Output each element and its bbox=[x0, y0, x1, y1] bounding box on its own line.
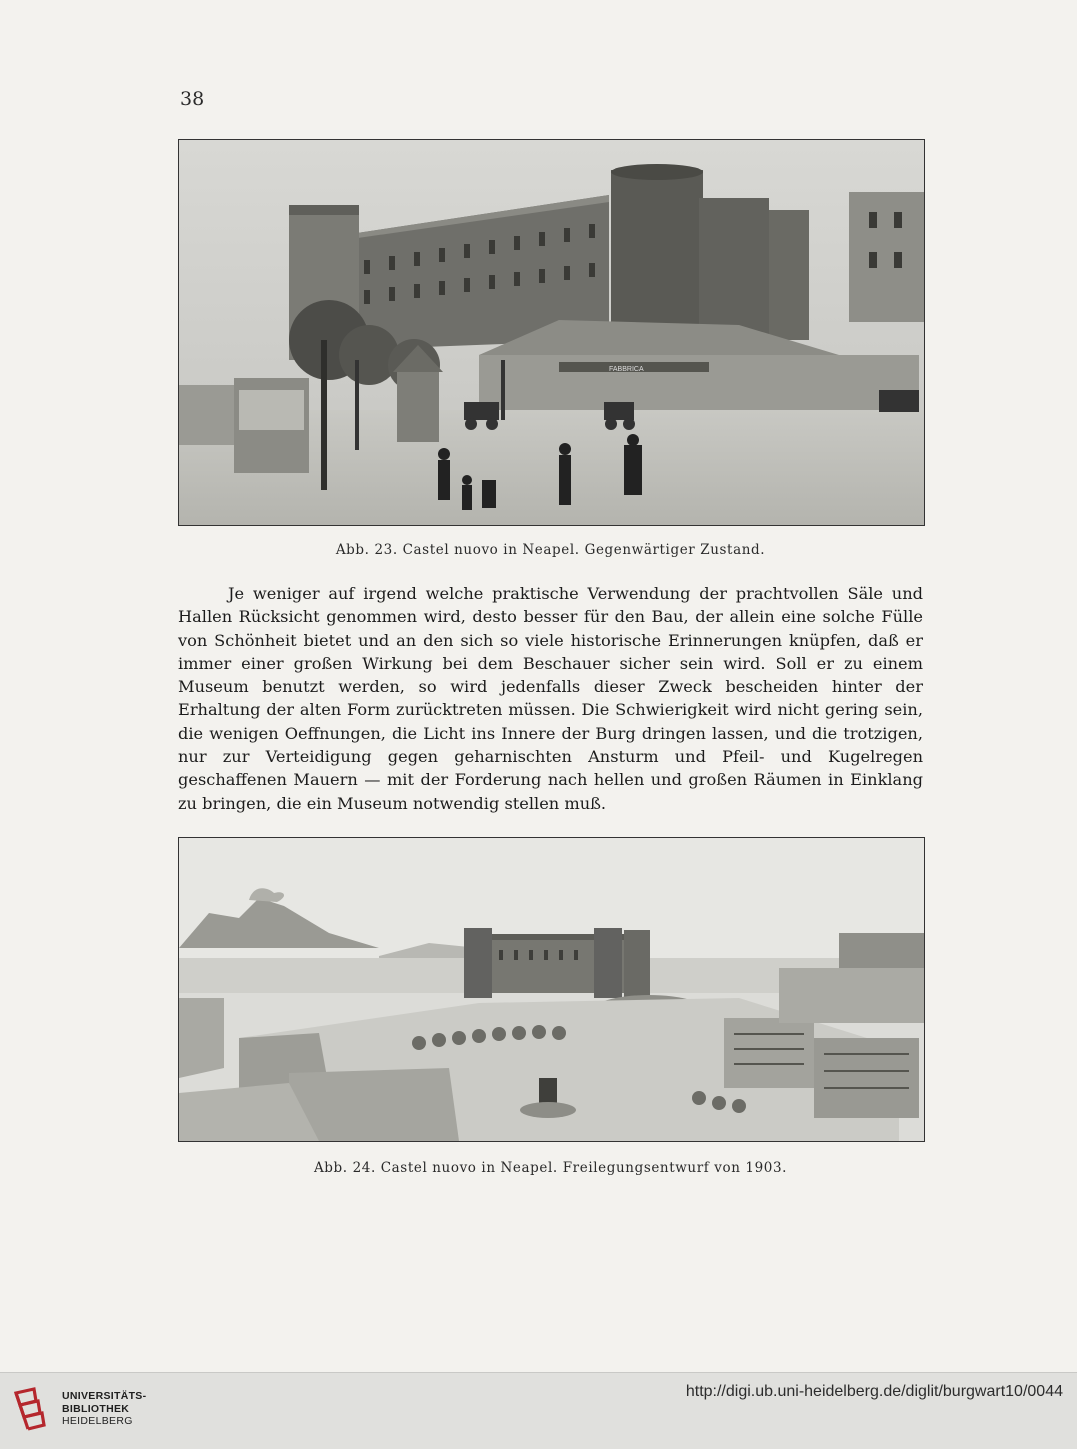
source-url-link[interactable]: http://digi.ub.uni-heidelberg.de/diglit/burgwart10/0044 bbox=[685, 1383, 1063, 1400]
figure-castel-nuovo-photo bbox=[178, 139, 925, 526]
clearance-plan-illustration bbox=[179, 838, 924, 1141]
library-name-line-1: UNIVERSITÄTS- bbox=[62, 1390, 147, 1402]
castle-photo-illustration bbox=[179, 140, 924, 525]
body-paragraph: Je weniger auf irgend welche praktische Verwendung der prachtvollen Säle und Hallen Rücksicht genommen wird, desto besser für den Bau, der allein eine solche Fülle von Schönheit bietet und an den sich so viele historische Erinnerungen knüpfen, daß er immer einer großen Wirkung bei dem Beschauer sicher sein wird. Soll er zu einem Museum benutzt werden, so wird jedenfalls dieser Zweck bescheiden hinter der Erhaltung der alten Form zurücktreten müssen. Die Schwierigkeit wird nicht gering sein, die wenigen Oeffnungen, die Licht ins Innere der Burg dringen lassen, und die trotzigen, nur zur Verteidigung gegen geharnischten Ansturm und Pfeil- und Kugelregen geschaffenen Mauern — mit der Forderung nach hellen und großen Räumen in Einklang zu bringen, die ein Museum notwendig stellen muß. bbox=[178, 584, 923, 813]
library-name bbox=[62, 1390, 146, 1428]
figure-clearance-plan-engraving bbox=[178, 837, 925, 1142]
figure-caption-23: Abb. 23. Castel nuovo in Neapel. Gegenwärtiger Zustand. bbox=[335, 542, 766, 558]
digital-library-footer bbox=[0, 1372, 1077, 1449]
library-logo-icon bbox=[12, 1385, 54, 1431]
shop-sign-text: FABBRICA bbox=[609, 366, 644, 373]
figure-caption-24: Abb. 24. Castel nuovo in Neapel. Freilegungsentwurf von 1903. bbox=[313, 1160, 788, 1176]
page-number: 38 bbox=[180, 88, 205, 110]
library-name-line-3: HEIDELBERG bbox=[62, 1415, 133, 1427]
library-name-line-2: BIBLIOTHEK bbox=[62, 1402, 130, 1415]
